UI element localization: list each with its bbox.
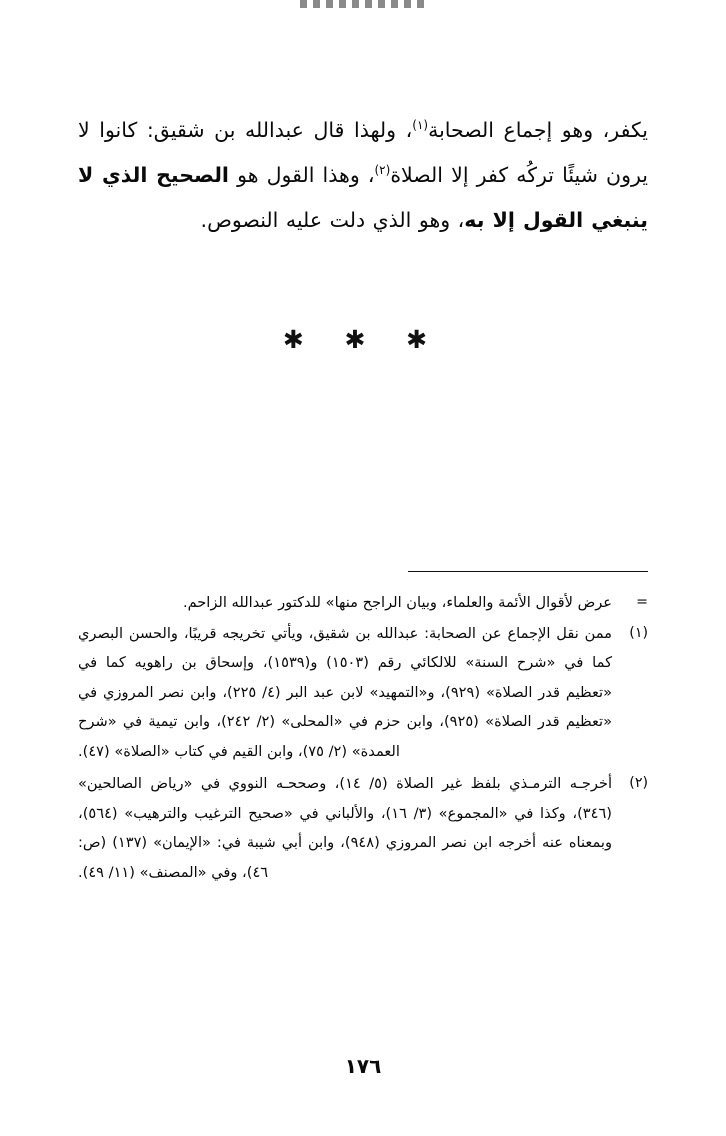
footnote-ref-1[interactable]: (١) bbox=[412, 118, 429, 133]
footnote-separator-rule bbox=[408, 571, 648, 572]
footnotes-block bbox=[78, 588, 648, 888]
footnote-ref-2[interactable]: (٢) bbox=[374, 163, 391, 178]
page-number: ١٧٦ bbox=[344, 1054, 382, 1078]
footnote-marker: (١) bbox=[629, 624, 648, 641]
footnote-text: عرض لأقوال الأئمة والعلماء، وبيان الراجح منها» للدكتور عبدالله الزاحم. bbox=[182, 594, 612, 611]
body-segment-4: ، وهو الذي دلت عليه النصوص. bbox=[200, 208, 465, 232]
body-segment-emphasis: الصحيح الذي لا ينبغي القول إلا به bbox=[78, 163, 648, 232]
body-segment-2: ، ولهذا قال عبدالله بن شقيق: كانوا لا يرون شيئًا تركُه كفر إلا الصلاة bbox=[78, 118, 649, 187]
footnote-text: ممن نقل الإجماع عن الصحابة: عبدالله بن شقيق، ويأتي تخريجه قريبًا، والحسن البصري كما في «شرح السنة» للالكائي رقم (١٥٠٣) و(١٥٣٩)، وإسحاق بن راهويه كما في «تعظيم قدر الصلاة» (٩٢٩)، و«التمهيد» لابن عبد البر (٤/ ٢٢٥)، وابن نصر المروزي في «تعظيم قدر الصلاة» (٩٢٥)، وابن حزم في «المحلى» (٢/ ٢٤٢)، وابن تيمية في «شرح العمدة» (٢/ ٧٥)، وابن القيم في كتاب «الصلاة» (٤٧). bbox=[78, 624, 613, 760]
footnote-item bbox=[78, 588, 648, 618]
paragraph-line-group bbox=[78, 108, 648, 243]
footnote-text: أخرجـه الترمـذي بلفظ غير الصلاة (٥/ ١٤)، وصححـه النووي في «رياض الصالحين» (٣٤٦)، وكذا في «المجموع» (٣/ ١٦)، والألباني في «صحيح الترغيب والترهيب» (٥٦٤)، وبمعناه عنه أخرجه ابن نصر المروزي (٩٤٨)، وابن أبي شيبة في: «الإيمان» (١٣٧) (ص: ٤٦)، وفي «المصنف» (١١/ ٤٩). bbox=[78, 775, 612, 881]
footnote-marker: (٢) bbox=[629, 775, 648, 791]
body-paragraph bbox=[78, 108, 648, 243]
body-segment-3: ، وهذا القول هو bbox=[228, 163, 375, 187]
footnote-item bbox=[78, 619, 648, 767]
footnote-item bbox=[78, 769, 648, 887]
scan-edge-artifact bbox=[300, 0, 430, 8]
body-segment-1: يكفر، وهو إجماع الصحابة bbox=[428, 118, 649, 142]
footnote-marker: = bbox=[636, 594, 648, 610]
section-divider-asterisks: ✱ ✱ ✱ bbox=[282, 325, 444, 354]
